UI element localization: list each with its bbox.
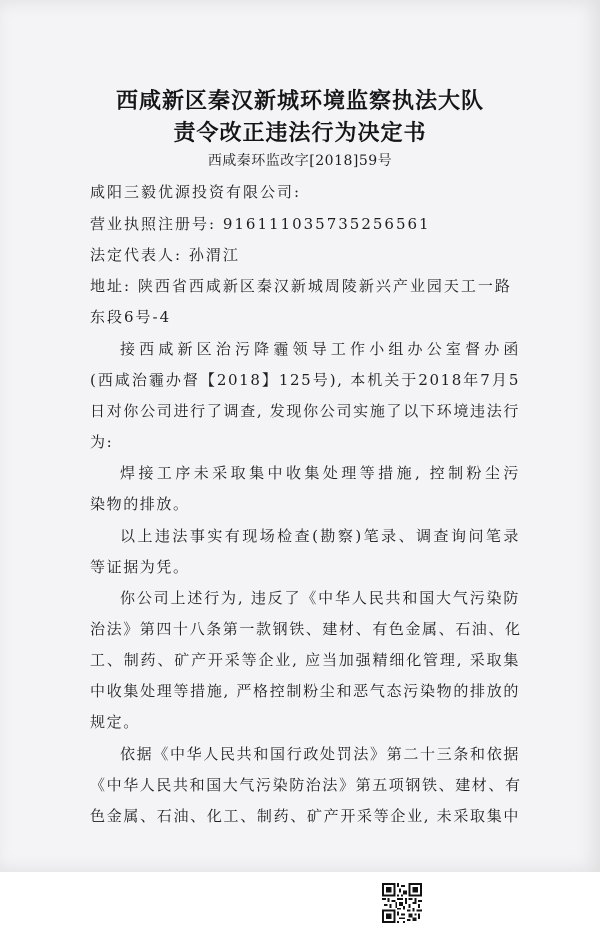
body-line: 治法》第四十八条第一款钢铁、建材、有色金属、石油、化	[90, 620, 522, 638]
body-line: 中收集处理等措施, 严格控制粉尘和恶气态污染物的排放的	[90, 682, 520, 700]
body-line: (西咸治霾办督【2018】125号), 本机关于2018年7月5	[90, 371, 520, 389]
address-line-2: 东段6号-4	[90, 308, 172, 326]
company-name: 咸阳三毅优源投资有限公司:	[90, 183, 302, 201]
body-line: 规定。	[90, 713, 140, 731]
body-line: 日对你公司进行了调查, 发现你公司实施了以下环境违法行	[90, 402, 520, 420]
document-title-line1: 西咸新区秦汉新城环境监察执法大队	[115, 89, 484, 114]
legal-representative: 法定代表人: 孙渭江	[90, 246, 240, 264]
body-line: 依据《中华人民共和国行政处罚法》第二十三条和依据	[120, 745, 520, 763]
document-number: 西咸秦环监改字[2018]59号	[207, 153, 393, 169]
body-line: 接西咸新区治污降霾领导工作小组办公室督办函	[120, 340, 520, 358]
body-line: 色金属、石油、化工、制药、矿产开采等企业, 未采取集中	[90, 807, 520, 825]
qr-code-icon	[382, 883, 422, 923]
body-line: 为:	[90, 433, 114, 451]
license-number: 营业执照注册号: 916111035735256561	[90, 215, 431, 233]
body-line: 《中华人民共和国大气污染防治法》第五项钢铁、建材、有	[90, 776, 522, 794]
body-line: 你公司上述行为, 违反了《中华人民共和国大气污染防	[120, 589, 520, 607]
body-line: 等证据为凭。	[90, 558, 190, 576]
body-line: 以上违法事实有现场检查(勘察)笔录、调查询问笔录	[120, 527, 520, 545]
body-line: 焊接工序未采取集中收集处理等措施, 控制粉尘污	[120, 464, 520, 482]
body-line: 工、制药、矿产开采等企业, 应当加强精细化管理, 采取集	[90, 651, 520, 669]
body-line: 染物的排放。	[90, 495, 190, 513]
address-line-1: 地址: 陕西省西咸新区秦汉新城周陵新兴产业园天工一路	[90, 277, 512, 295]
document-title-line2: 责令改正违法行为决定书	[173, 121, 427, 146]
